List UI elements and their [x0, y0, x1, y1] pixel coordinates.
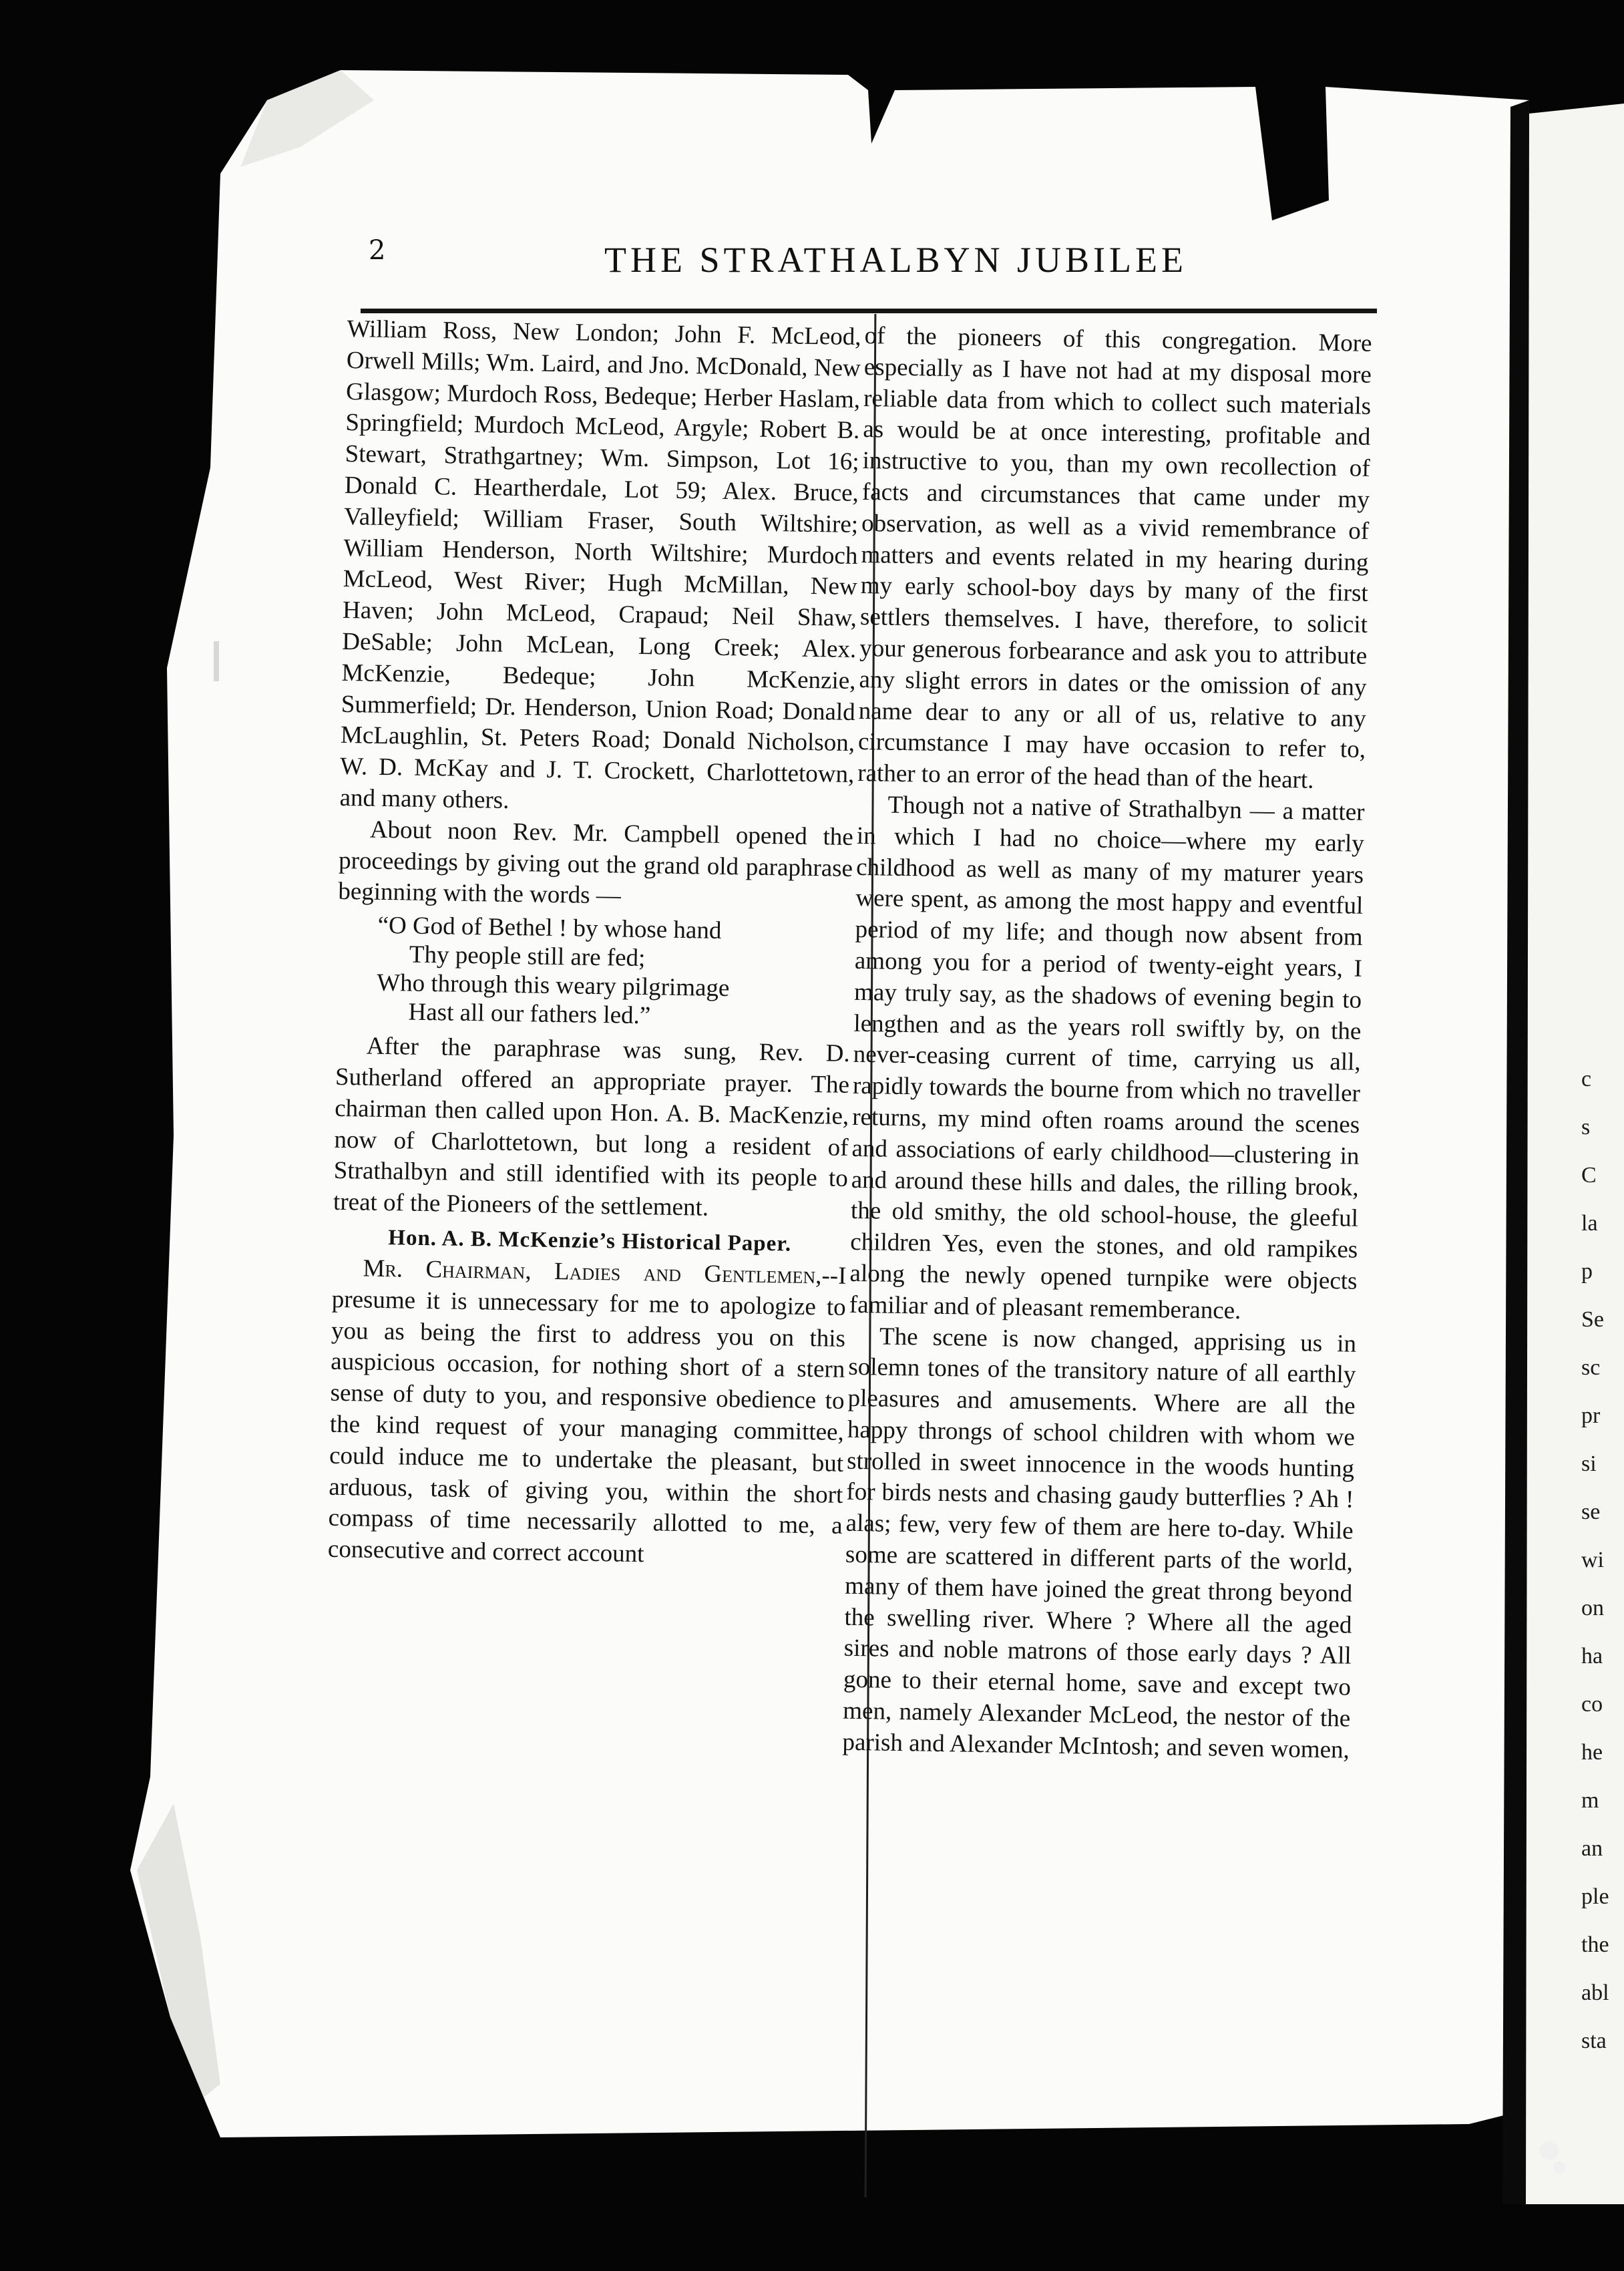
- after-paraphrase-paragraph: After the paraphrase was sung, Rev. D. Sutherland offered an appropriate prayer. The chairman then called upon Hon. A. B. MacKenzie, now of Charlottetown, but long a resident of Strathalbyn and still identified with its people to treat of the Pioneers of the settlement.: [333, 1032, 851, 1222]
- attendees-paragraph: William Ross, New London; John F. McLeod, Orwell Mills; Wm. Laird, and Jno. McDonald, New Glasgow; Murdoch Ross, Bedeque; Herber Haslam, Springfield; Murdoch McLeod, Argyle; Robert B. Stewart, Strathgartney; Wm. Simpson, Lot 16; Donald C. Heartherdale, Lot 59; Alex. Bruce, Valleyfield; William Fraser, South Wiltshire; William Henderson, North Wiltshire; Murdoch McLeod, West River; Hugh McMillan, New Haven; John McLeod, Crapaud; Neil Shaw, DeSable; John McLean, Long Creek; Alex. McKenzie, Bedeque; John McKenzie, Summerfield; Dr. Henderson, Union Road; Donald McLaughlin, St. Peters Road; Donald Nicholson, W. D. McKay and J. T. Crockett, Charlottetown, and many others.: [339, 315, 861, 814]
- next-page-fragment: Se: [1581, 1307, 1604, 1332]
- next-page-fragment: he: [1581, 1740, 1603, 1765]
- next-page-fragment: pr: [1581, 1403, 1601, 1428]
- scene-paragraph: The scene is now changed, apprising us in solemn tones of the transitory nature of all earthly pleasures and amusements. Where are all the happy throngs of school children with whom we strolled in sweet innocence in the woods hunting for birds nests and chasing gaudy butterflies ? Ah ! alas; few, very few of them are here to-day. While some are scattered in different parts of the world, many of them have joined the great throng beyond the swelling river. Where ? Where all the aged sires and noble matrons of those early days ? All gone to their eternal home, save and except two men, namely Alexander McLeod, the nestor of the parish and Alexander McIntosh; and seven women,: [842, 1323, 1357, 1764]
- paraphrase-verse: [376, 911, 852, 1033]
- noon-paragraph: About noon Rev. Mr. Campbell opened the proceedings by giving out the grand old paraphrase beginning with the words —: [338, 816, 854, 910]
- verse-line: Hast all our fathers led.”: [408, 998, 651, 1030]
- right-column: [842, 321, 1372, 1766]
- address-body: --I presume it is unnecessary for me to apologize to you as being the first to address you on this auspicious occasion, for nothing short of a stern sense of duty to you, and responsive obedience to the kind request of your managing committee, could induce me to undertake the pleasant, but arduous, task of giving you, within the short compass of time necessarily allotted to me, a consecutive and correct account: [327, 1262, 847, 1568]
- verse-line: Who through this weary pilgrimage: [376, 969, 730, 1003]
- next-page-fragment: C: [1581, 1163, 1597, 1188]
- next-page-fragment: abl: [1581, 1980, 1609, 2005]
- specks-left-edge: [214, 641, 219, 681]
- speck: [1540, 2141, 1559, 2160]
- next-page-fragment: on: [1581, 1596, 1604, 1620]
- speck: [1553, 2161, 1565, 2173]
- next-page-fragments: [1581, 1055, 1609, 2065]
- verse-line: Thy people still are fed;: [409, 940, 646, 973]
- next-page-fragment: sc: [1581, 1355, 1601, 1380]
- native-paragraph: Though not a native of Strathalbyn — a matter in which I had no choice—where my early childhood as well as many of my maturer years were spent, as among the most happy and eventful period of my life; and though now absent from among you for a period of twenty-eight years, I may truly say, as the shadows of evening begin to lengthen and as the years roll swiftly by, on the never-ceasing current of time, carrying us all, rapidly towards the bourne from which no traveller returns, my mind often roams around the scenes and associations of early childhood—clustering in and around these hills and dales, the rilling brook, the old smithy, the old school-house, the gleeful children Yes, even the stones, and old rampikes along the newly opened turnpike were objects familiar and of pleasant rememberance.: [849, 791, 1365, 1325]
- next-page-fragment: c: [1581, 1067, 1592, 1091]
- left-column: [328, 314, 861, 1574]
- next-page-fragment: co: [1581, 1692, 1603, 1717]
- continued-paragraph: of the pioneers of this congregation. More especially as I have not had at my disposal more reliable data from which to collect such materials as would be at once interesting, profitable and instructive to you, than my own recollection of facts and circumstances that came under my observation, as well as a vivid remembrance of matters and events related in my hearing during my early school-boy days by many of the first settlers themselves. I have, therefore, to solicit your generous forbearance and ask you to attribute any slight errors in dates or the omission of any name dear to any or all of us, relative to any circumstance I may have occasion to refer to, rather to an error of the head than of the heart.: [857, 321, 1372, 794]
- next-page-fragment: se: [1581, 1500, 1601, 1524]
- next-page-fragment: an: [1581, 1836, 1603, 1861]
- next-page-fragment: the: [1581, 1932, 1609, 1957]
- next-page-paper: [1526, 104, 1624, 2204]
- verse-line: “O God of Bethel ! by whose hand: [377, 911, 722, 945]
- next-page-fragment: m: [1581, 1788, 1599, 1813]
- next-page-fragment: s: [1581, 1115, 1591, 1140]
- address-paragraph: [328, 1253, 847, 1574]
- next-page-fragment: ha: [1581, 1644, 1603, 1669]
- page-number: 2: [369, 235, 386, 266]
- address-salutation: Mr. Chairman, Ladies and Gentlemen,: [363, 1254, 822, 1290]
- section-heading: Hon. A. B. McKenzie’s Historical Paper.: [388, 1226, 792, 1256]
- next-page-fragment: ple: [1581, 1884, 1609, 1909]
- newspaper-title: THE STRATHALBYN JUBILEE: [604, 240, 1187, 280]
- next-page-fragment: sta: [1581, 2029, 1607, 2053]
- next-page-fragment: la: [1581, 1211, 1598, 1236]
- next-page-fragment: si: [1581, 1451, 1597, 1476]
- next-page-fragment: wi: [1581, 1548, 1604, 1572]
- header-rule: [361, 309, 1377, 313]
- next-page-fragment: p: [1581, 1259, 1593, 1284]
